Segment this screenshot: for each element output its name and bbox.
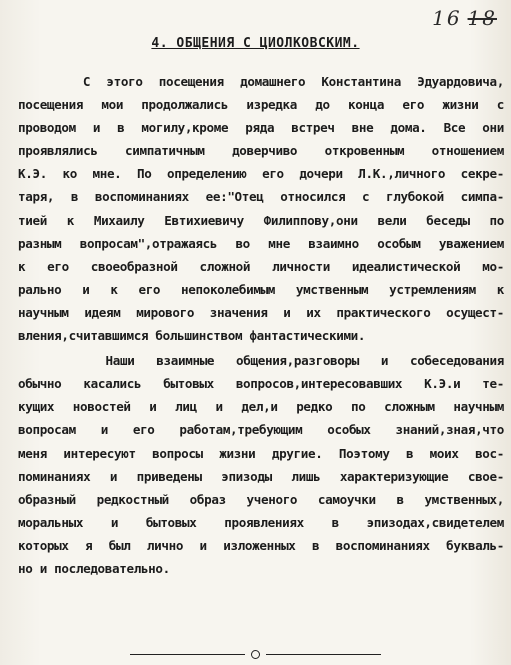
footer-rule-right <box>266 654 381 656</box>
text-line: тией к Михаилу Евтихиевичу Филиппову,они вели беседы по <box>18 212 504 228</box>
text-line: посещения мои продолжались изредка до конца его жизни с <box>18 97 504 113</box>
text-line: моральных и бытовых проявлениях в эпизодах,свидетелем <box>18 514 504 530</box>
text-line: кущих новостей и лиц и дел,и редко по сложным научным <box>18 399 504 415</box>
footer-rule-left <box>130 654 245 656</box>
footer-circle <box>251 650 260 659</box>
paragraph-1 <box>18 70 504 347</box>
text-line: образный редкостный образ ученого самоучки в умственных, <box>18 491 504 507</box>
footer-ornament <box>130 650 381 659</box>
text-line: проявлялись симпатичным доверчиво откровенным отношением <box>18 143 504 159</box>
text-line: вопросам и его работам,требующим особых знаний,зная,что <box>18 422 504 438</box>
page-number-struck: 18 <box>467 6 497 30</box>
section-heading <box>0 36 511 51</box>
text-line: рально и к его непоколебимым умственным устремлениям к <box>18 281 504 297</box>
text-line: меня интересуют вопросы жизни другие. Поэтому в моих вос- <box>18 445 504 461</box>
text-line: разным вопросам",отражаясь во мне взаимно особым уважением <box>18 235 504 251</box>
text-line: которых я был лично и изложенных в воспоминаниях букваль- <box>18 537 504 553</box>
text-line: проводом и в могилу,кроме ряда встреч вне дома. Все они <box>18 120 504 136</box>
text-line: Наши взаимные общения,разговоры и собеседования <box>18 353 504 369</box>
text-line: вления,считавшимся большинством фантастическими. <box>18 328 366 344</box>
text-line: К.Э. ко мне. По определению его дочери Л.К.,личного секре- <box>18 166 504 182</box>
body-text <box>18 70 504 580</box>
paragraph-2 <box>18 349 504 580</box>
text-line: С этого посещения домашнего Константина Эдуардовича, <box>18 74 504 89</box>
section-heading-text: 4. ОБЩЕНИЯ С ЦИОЛКОВСКИМ. <box>151 36 360 51</box>
text-line: таря, в воспоминаниях ее:"Отец относился с глубокой симпа- <box>18 189 504 205</box>
text-line: научным идеям мирового значения и их практического осущест- <box>18 304 504 320</box>
text-line: к его своеобразной сложной личности идеалистической мо- <box>18 258 504 274</box>
page-number <box>432 6 497 30</box>
text-line: обычно касались бытовых вопросов,интересовавших К.Э.и те- <box>18 376 504 392</box>
text-line: но и последовательно. <box>18 560 170 576</box>
page-number-current: 16 <box>432 6 462 30</box>
text-line: поминаниях и приведены эпизоды лишь характеризующие свое- <box>18 468 504 484</box>
